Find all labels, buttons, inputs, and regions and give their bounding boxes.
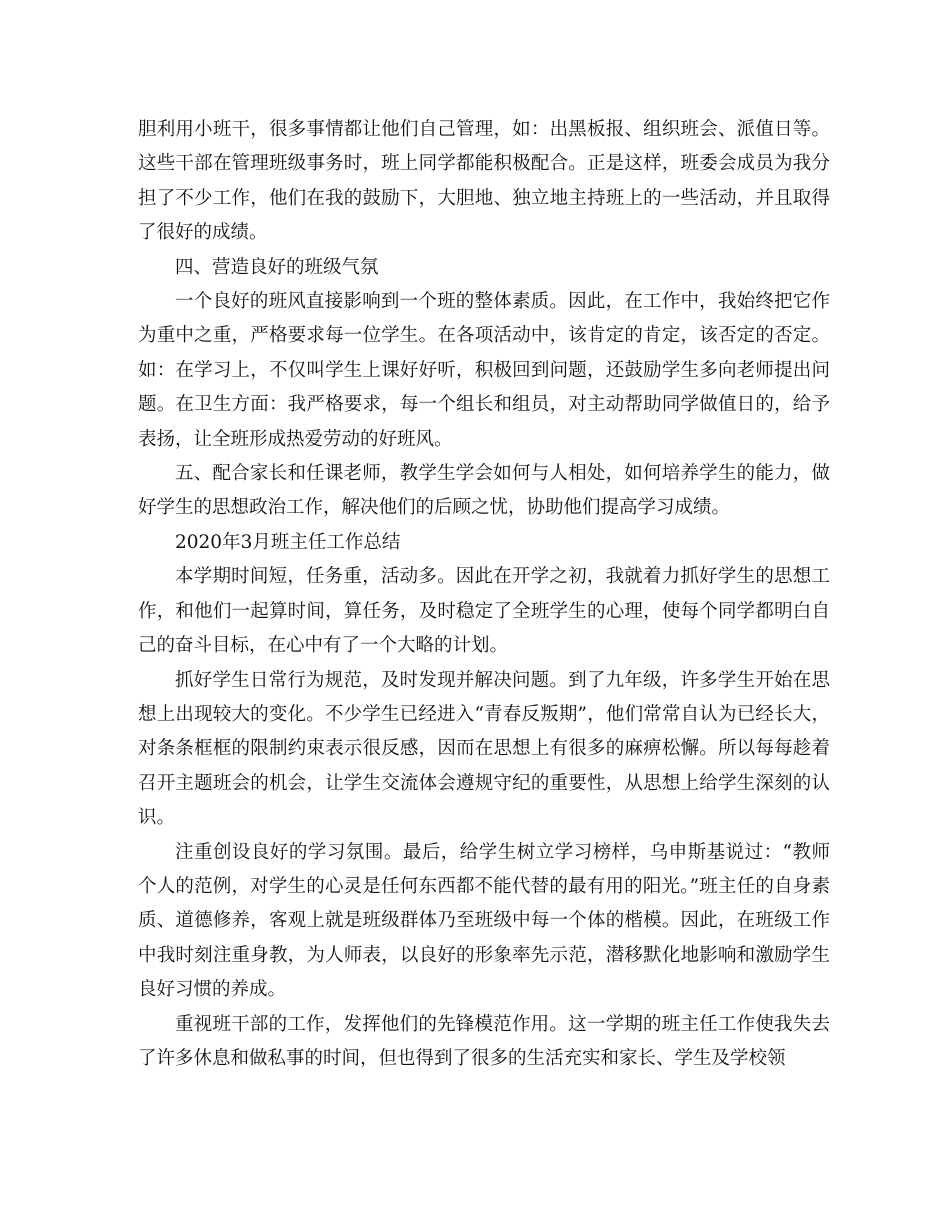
- section-heading-five: 五、配合家长和任课老师，教学生学会如何与人相处，如何培养学生的能力，做好学生的思想政治工作，解决他们的后顾之忧，协助他们提高学习成绩。: [138, 463, 830, 519]
- paragraph: 重视班干部的工作，发挥他们的先锋模范作用。这一学期的班主任工作使我失去了许多休息和做私事的时间，但也得到了很多的生活充实和家长、学生及学校领: [138, 1013, 830, 1069]
- paragraph: 抓好学生日常行为规范，及时发现并解决问题。到了九年级，许多学生开始在思想上出现较大的变化。不少学生已经进入“青春反叛期”，他们常常自认为已经长大，对条条框框的限制约束表示很反感，因而在思想上有很多的麻痹松懈。所以每每趁着召开主题班会的机会，让学生交流体会遵规守纪的重要性，从思想上给学生深刻的认识。: [138, 669, 830, 829]
- document-body: [138, 113, 830, 1076]
- document-title: 2020年3月班主任工作总结: [175, 531, 401, 553]
- paragraph: 一个良好的班风直接影响到一个班的整体素质。因此，在工作中，我始终把它作为重中之重，严格要求每一位学生。在各项活动中，该肯定的肯定，该否定的否定。如：在学习上，不仅叫学生上课好好听，积极回到问题，还鼓励学生多向老师提出问题。在卫生方面：我严格要求，每一个组长和组员，对主动帮助同学做值日的，给予表扬，让全班形成热爱劳动的好班风。: [138, 291, 830, 450]
- section-heading-four: 四、营造良好的班级气氛: [175, 256, 379, 278]
- paragraph: 本学期时间短，任务重，活动多。因此在开学之初，我就着力抓好学生的思想工作，和他们一起算时间，算任务，及时稳定了全班学生的心理，使每个同学都明白自己的奋斗目标，在心中有了一个大略的计划。: [138, 566, 830, 657]
- paragraph: 注重创设良好的学习氛围。最后，给学生树立学习榜样，乌申斯基说过：“教师个人的范例，对学生的心灵是任何东西都不能代替的最有用的阳光。”班主任的自身素质、道德修养，客观上就是班级群体乃至班级中每一个体的楷模。因此，在班级工作中我时刻注重身教，为人师表，以良好的形象率先示范，潜移默化地影响和激励学生良好习惯的养成。: [138, 841, 830, 1001]
- paragraph-continued: 胆利用小班干，很多事情都让他们自己管理，如：出黑板报、组织班会、派值日等。这些干部在管理班级事务时，班上同学都能积极配合。正是这样，班委会成员为我分担了不少工作，他们在我的鼓励下，大胆地、独立地主持班上的一些活动，并且取得了很好的成绩。: [138, 119, 830, 244]
